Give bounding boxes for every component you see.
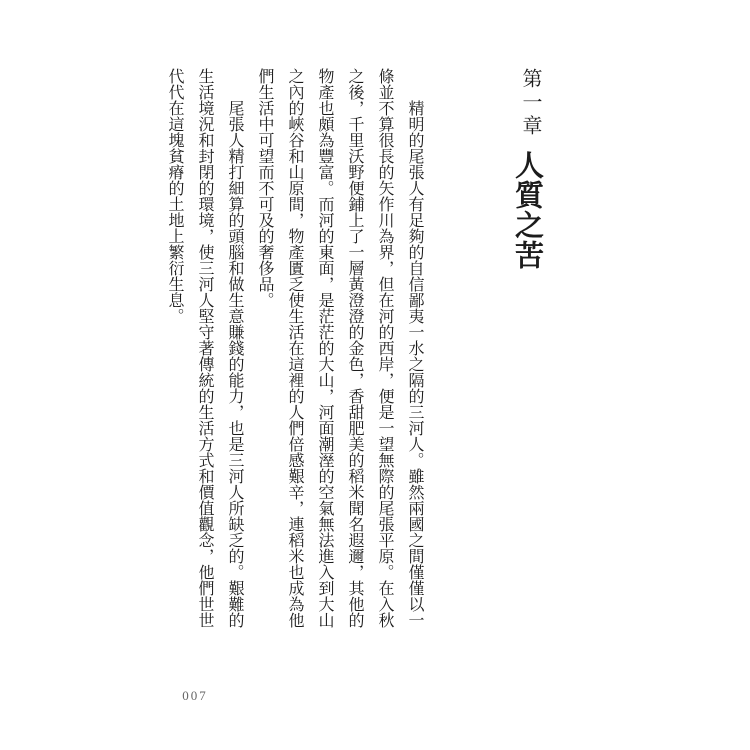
- paragraph-2: 尾張人精打細算的頭腦和做生意賺錢的能力，也是三河人所缺乏的。艱難的生活境況和封閉的環境，使三河人堅守著傳統的生活方式和價值觀念，他們世世代代在這塊貧瘠的土地上繁衍生息。: [166, 68, 243, 628]
- chapter-title: 人質之苦: [511, 150, 543, 270]
- chapter-number: 第一章: [519, 68, 541, 139]
- paragraph-1: 精明的尾張人有足夠的自信鄙夷一水之隔的三河人。雖然兩國之間僅僅以一條並不算很長的矢作川為界，但在河的西岸，便是一望無際的尾張平原。在入秋之後，千里沃野便鋪上了一層黃澄澄的金色，香甜肥美的稻米聞名遐邇，其他的物產也頗為豐富。而河的東面，是茫茫的大山，河面潮溼的空氣無法進入到大山之內的峽谷和山原間，物產匱乏使生活在這裡的人們倍感艱辛，連稻米也成為他們生活中可望而不可及的奢侈品。: [256, 68, 423, 628]
- body-text: [159, 68, 429, 628]
- page-number: 007: [182, 688, 208, 703]
